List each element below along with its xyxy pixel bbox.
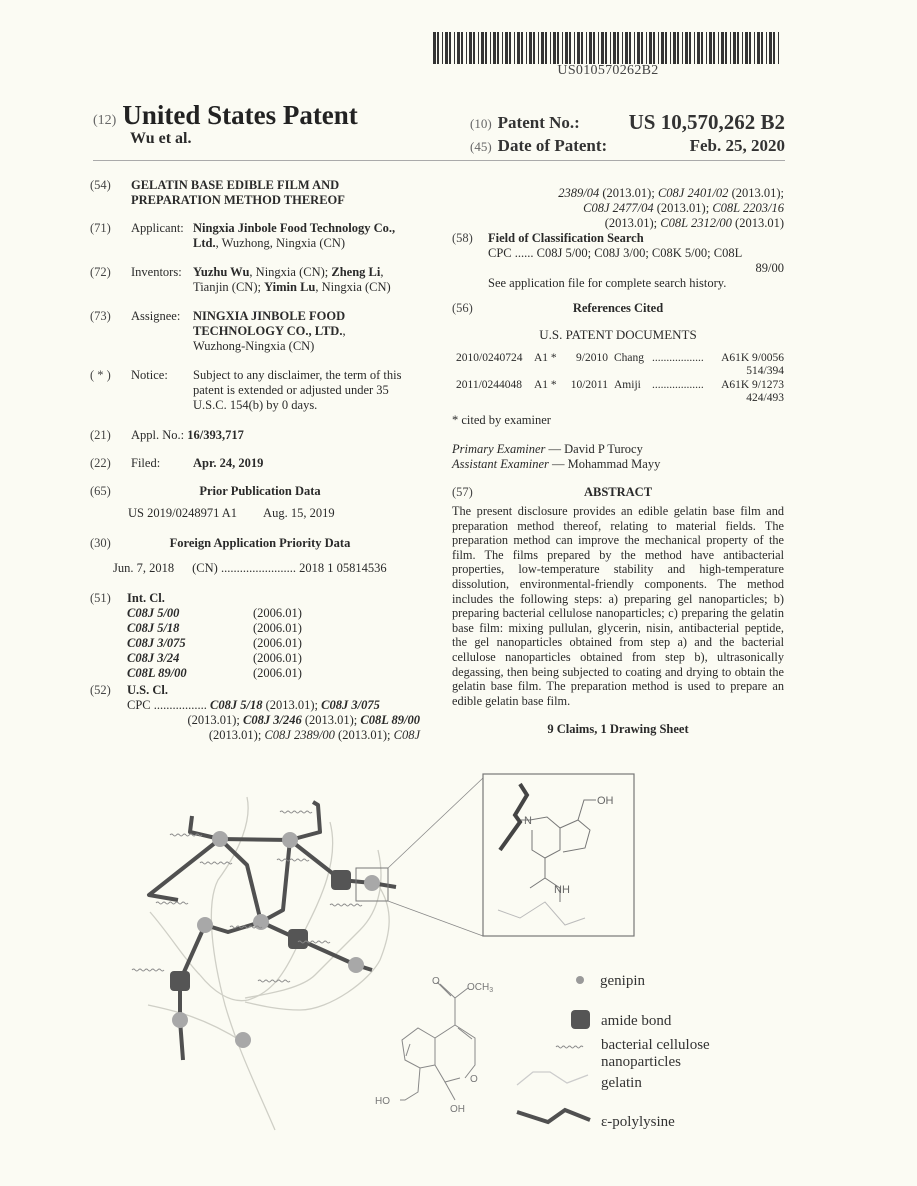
int-cl-row (127, 666, 430, 681)
cpc-version: (2013.01); (604, 216, 661, 230)
polylysine-chain (220, 802, 320, 840)
cpc-class: C08J 2477/04 (583, 201, 654, 215)
foreign-priority-date: Jun. 7, 2018 (113, 561, 175, 575)
barcode-bar (454, 32, 455, 64)
references-heading: References Cited (572, 301, 664, 315)
header-divider (93, 160, 785, 161)
genipin-node (364, 875, 380, 891)
barcode-bar (730, 32, 731, 64)
patent-number-label: Patent No.: (497, 113, 580, 132)
barcode-bar (502, 32, 503, 64)
cpc-version: (2013.01); (334, 728, 394, 742)
cpc-class: C08J 2401/02 (657, 186, 729, 200)
barcode-bar (646, 32, 647, 64)
assignee-label: Assignee: (131, 309, 181, 323)
barcode-bar (665, 32, 667, 64)
barcode-bar (569, 32, 571, 64)
legend-polylysine-icon (517, 1110, 590, 1122)
int-cl-class: C08J 5/00 (127, 606, 180, 620)
cpc-version: (2013.01); (262, 698, 322, 712)
barcode-bar (629, 32, 631, 64)
barcode-bar (490, 32, 491, 64)
barcode-bar (517, 32, 520, 64)
barcode-bar (461, 32, 463, 64)
barcode-bar (469, 32, 472, 64)
notice-text: Subject to any disclaimer, the term of this (193, 368, 402, 382)
field-search-text: 89/00 (755, 261, 784, 275)
barcode-bar (773, 32, 775, 64)
barcode-bar (617, 32, 619, 64)
cpc-version: (2013.01); (653, 201, 713, 215)
us-cl-heading: U.S. Cl. (127, 683, 168, 697)
code-notice: ( * ) (90, 368, 111, 382)
cpc-version: (2013.01); (301, 713, 361, 727)
barcode-bar (466, 32, 467, 64)
code-45: (45) (470, 139, 492, 154)
cpc-label: CPC (127, 698, 151, 712)
inset-nh-label: NH (554, 884, 570, 896)
genipin-oh-label: OH (450, 1104, 465, 1115)
code-51: (51) (90, 591, 111, 605)
int-cl-class: C08J 3/075 (127, 636, 186, 650)
leader-dots: .................. (652, 352, 704, 364)
field-search-note: See application file for complete search history. (488, 276, 727, 290)
code-73: (73) (90, 309, 111, 323)
barcode-bar (505, 32, 508, 64)
barcode-bar (709, 32, 712, 64)
bacterial-cellulose-mark (200, 862, 232, 864)
int-cl-version: (2006.01) (253, 636, 302, 650)
barcode-bar (778, 32, 779, 64)
prior-publication-heading: Prior Publication Data (199, 484, 321, 498)
assignee-name: NINGXIA JINBOLE FOOD (193, 309, 346, 323)
application-number-section (90, 428, 430, 443)
cpc-continuation (452, 186, 784, 231)
leader-dots: .................. (652, 379, 704, 391)
code-57: (57) (452, 485, 473, 499)
barcode-bar (742, 32, 743, 64)
cpc-class: C08L 2312/00 (660, 216, 732, 230)
examiners-section (452, 442, 784, 472)
barcode-bar (553, 32, 556, 64)
legend-bc-label: bacterial cellulose (601, 1037, 710, 1053)
barcode-bar (757, 32, 760, 64)
code-72: (72) (90, 265, 111, 279)
authors: Wu et al. (130, 130, 192, 147)
barcode-bar (749, 32, 751, 64)
barcode-bar (658, 32, 659, 64)
figure-drawing (0, 760, 917, 1180)
genipin-structure (400, 982, 475, 1100)
barcode-bar (577, 32, 580, 64)
barcode-bar (565, 32, 568, 64)
prior-publication-section (90, 484, 430, 521)
reference-kind: A1 * (534, 352, 557, 364)
reference-name: Amiji (614, 379, 641, 391)
barcode-bar (718, 32, 719, 64)
genipin-ho-label: HO (375, 1096, 390, 1107)
filed-label: Filed: (131, 456, 161, 470)
reference-number: 2011/0244048 (456, 379, 523, 391)
patent-number-row (470, 110, 785, 134)
inventors-label: Inventors: (131, 265, 182, 279)
document-type (93, 100, 358, 131)
barcode-bar (433, 32, 436, 64)
polylysine-chain (220, 839, 261, 922)
barcode-bar (769, 32, 772, 64)
applicant-name: Ningxia Jinbole Food Technology Co., (193, 221, 396, 235)
barcode-bar (541, 32, 544, 64)
code-54: (54) (90, 178, 111, 192)
barcode-bar (509, 32, 511, 64)
barcode-bar (641, 32, 643, 64)
zoom-line (388, 778, 483, 868)
barcode-bar (485, 32, 487, 64)
assignee-section (90, 309, 430, 354)
barcode-bar (581, 32, 583, 64)
legend-amide-label: amide bond (601, 1013, 672, 1029)
genipin-node (212, 831, 228, 847)
code-10: (10) (470, 116, 492, 131)
cpc-class: C08L 2203/16 (712, 201, 784, 215)
code-21: (21) (90, 428, 111, 442)
bacterial-cellulose-mark (277, 859, 309, 861)
barcode-bar (538, 32, 539, 64)
prior-publication-number: US 2019/0248971 A1 (128, 506, 238, 520)
legend-genipin-label: genipin (600, 973, 645, 989)
patent-date: Feb. 25, 2020 (689, 136, 785, 155)
barcode-bar (521, 32, 523, 64)
barcode-bar (721, 32, 724, 64)
reference-date: 9/2010 (576, 352, 608, 364)
barcode-bar (670, 32, 671, 64)
notice-section (90, 368, 430, 413)
inventor-name: Yimin Lu (264, 280, 316, 294)
barcode-bar (637, 32, 640, 64)
reference-name: Chang (614, 352, 645, 364)
barcode-bar (442, 32, 443, 64)
polylysine-chain (149, 839, 220, 900)
int-cl-class: C08J 3/24 (127, 651, 180, 665)
abstract-heading: ABSTRACT (583, 485, 653, 499)
barcode-bar (697, 32, 700, 64)
int-cl-row (127, 621, 430, 636)
legend-bc-icon (556, 1046, 583, 1048)
barcode-bar (754, 32, 755, 64)
barcode-bar (610, 32, 611, 64)
code-65: (65) (90, 484, 111, 498)
barcode-bar (437, 32, 439, 64)
assistant-examiner-label: Assistant Examiner (452, 457, 549, 471)
cpc-version: (2013.01); (599, 186, 658, 200)
genipin-node (172, 1012, 188, 1028)
assignee-name: TECHNOLOGY CO., LTD. (193, 324, 343, 338)
notice-text: U.S.C. 154(b) by 0 days. (193, 398, 318, 412)
reference-kind: A1 * (534, 379, 557, 391)
cpc-class: C08J 3/246 (243, 713, 302, 727)
int-cl-version: (2006.01) (253, 666, 302, 680)
appl-no-label: Appl. No.: (131, 428, 185, 442)
barcode-bar (457, 32, 460, 64)
int-cl-version: (2006.01) (253, 621, 302, 635)
barcode-bar (533, 32, 535, 64)
int-cl-row (127, 651, 430, 666)
polylysine-chain (180, 922, 261, 981)
reference-class: A61K 9/0056 (721, 352, 784, 364)
code-58: (58) (452, 231, 473, 245)
int-cl-row (127, 606, 430, 621)
barcode-bar (713, 32, 715, 64)
barcode-bar (766, 32, 767, 64)
genipin-node (235, 1032, 251, 1048)
document-type-text: United States Patent (122, 100, 358, 130)
appl-no-value: 16/393,717 (187, 428, 244, 442)
inventor-location: , Ningxia (CN); (249, 265, 332, 279)
barcode (433, 32, 783, 64)
legend-polylysine-label: ε-polylysine (601, 1114, 675, 1130)
assignee-comma: , (342, 324, 346, 338)
barcode-bar (526, 32, 527, 64)
genipin-node (348, 957, 364, 973)
barcode-bar (545, 32, 547, 64)
foreign-priority-country: (CN) (192, 561, 218, 575)
amide-bond-node (331, 870, 351, 890)
cpc-class: C08J 2389/00 (264, 728, 335, 742)
legend-gelatin-label: gelatin (601, 1075, 642, 1091)
barcode-bar (557, 32, 559, 64)
barcode-bar (694, 32, 695, 64)
barcode-bar (601, 32, 604, 64)
barcode-bar (706, 32, 707, 64)
filed-date: Apr. 24, 2019 (193, 456, 264, 470)
bacterial-cellulose-mark (156, 902, 188, 904)
inventor-name: Yuzhu Wu (193, 265, 250, 279)
barcode-bar (625, 32, 628, 64)
legend (517, 973, 710, 1130)
code-71: (71) (90, 221, 111, 235)
barcode-bar (737, 32, 739, 64)
barcode-bar (574, 32, 575, 64)
gelatin-strand (200, 822, 333, 1001)
field-search-heading: Field of Classification Search (488, 231, 644, 245)
field-search-section (452, 231, 784, 291)
cpc-class: C08J 3/075 (321, 698, 380, 712)
reference-us-class: 424/493 (746, 392, 784, 404)
inventors-section (90, 265, 430, 295)
polylysine-chain (261, 840, 290, 922)
barcode-bar (589, 32, 592, 64)
cpc-class: C08L 89/00 (360, 713, 420, 727)
barcode-bar (593, 32, 595, 64)
barcode-bar (497, 32, 499, 64)
cited-footnote: * cited by examiner (452, 413, 551, 427)
cpc-class: C08J (393, 728, 420, 742)
inventor-location: , (380, 265, 384, 279)
us-cl-section (90, 683, 430, 743)
zoom-line (388, 901, 483, 936)
patent-date-row (470, 136, 785, 156)
applicant-name-suffix: Ltd. (193, 236, 216, 250)
bacterial-cellulose-mark (330, 904, 362, 906)
invention-title-line: PREPARATION METHOD THEREOF (131, 193, 345, 207)
reference-row (452, 352, 784, 379)
notice-text: patent is extended or adjusted under 35 (193, 383, 389, 397)
barcode-bar (634, 32, 635, 64)
bacterial-cellulose-mark (280, 811, 312, 813)
barcode-bar (733, 32, 736, 64)
barcode-bar (562, 32, 563, 64)
int-cl-section (90, 591, 430, 681)
barcode-bar (550, 32, 551, 64)
int-cl-version: (2006.01) (253, 651, 302, 665)
barcode-bar (653, 32, 655, 64)
cpc-version: (2013.01); (728, 186, 784, 200)
amide-bond-node (170, 971, 190, 991)
gelatin-strand (150, 912, 200, 975)
legend-gelatin-icon (517, 1072, 588, 1085)
inventor-location: Tianjin (CN); (193, 280, 265, 294)
patent-number: US 10,570,262 B2 (628, 110, 785, 134)
applicant-label: Applicant: (131, 221, 184, 235)
foreign-priority-heading: Foreign Application Priority Data (169, 536, 351, 550)
reference-us-class: 514/394 (746, 365, 784, 377)
prior-publication-date: Aug. 15, 2019 (263, 506, 335, 520)
legend-amide-icon (571, 1010, 590, 1029)
barcode-bar (449, 32, 451, 64)
code-30: (30) (90, 536, 111, 550)
invention-title-line: GELATIN BASE EDIBLE FILM AND (131, 178, 340, 192)
int-cl-version: (2006.01) (253, 606, 302, 620)
genipin-node (197, 917, 213, 933)
barcode-bar (514, 32, 515, 64)
barcode-bar (725, 32, 727, 64)
reference-date: 10/2011 (570, 379, 608, 391)
primary-examiner-label: Primary Examiner (452, 442, 546, 456)
assignee-location: Wuzhong-Ningxia (CN) (193, 339, 315, 353)
genipin-och3-label: $OCH_3$ (467, 982, 494, 994)
foreign-priority-number: 2018 1 05814536 (299, 561, 387, 575)
barcode-bar (586, 32, 587, 64)
applicant-location: , Wuzhong, Ningxia (CN) (215, 236, 346, 250)
claims-summary: 9 Claims, 1 Drawing Sheet (547, 722, 689, 737)
reference-row (452, 379, 784, 406)
code-22: (22) (90, 456, 111, 470)
inset-oh-label: OH (597, 795, 614, 807)
leader-dots: ................. (153, 698, 207, 712)
legend-bc-label-2: nanoparticles (601, 1054, 681, 1070)
patent-date-label: Date of Patent: (497, 136, 608, 155)
barcode-bar (689, 32, 691, 64)
barcode-bar (605, 32, 607, 64)
barcode-bar (478, 32, 479, 64)
barcode-bar (677, 32, 679, 64)
barcode-bar (649, 32, 652, 64)
code-12: (12) (93, 113, 117, 128)
barcode-bar (701, 32, 703, 64)
barcode-bar (661, 32, 664, 64)
applicant-section (90, 221, 430, 251)
foreign-priority-section (90, 536, 430, 576)
barcode-bar (598, 32, 599, 64)
references-section (452, 301, 784, 428)
barcode-bar (673, 32, 676, 64)
abstract-section (452, 485, 784, 737)
genipin-node (282, 832, 298, 848)
barcode-bar (682, 32, 683, 64)
int-cl-class: C08L 89/00 (127, 666, 187, 680)
legend-genipin-icon (576, 976, 584, 984)
cpc-class: 2389/04 (558, 186, 600, 200)
int-cl-heading: Int. Cl. (127, 591, 165, 605)
inventor-name: Zheng Li (331, 265, 381, 279)
field-search-text: CPC ...... C08J 5/00; C08J 3/00; C08K 5/00; C08L (488, 246, 743, 260)
inventor-location: , Ningxia (CN) (315, 280, 391, 294)
barcode-bar (473, 32, 475, 64)
barcode-bar (761, 32, 763, 64)
abstract-text: The present disclosure provides an edible gelatin base film and preparation method thereof, relating to material fields. The preparation method can improve the mechanical property of the film. The films prepared by the method have antibacterial properties, low-temperature stability and high-temperature dissolution, environmental-friendly components. The method includes the following steps: a) preparing gel nanoparticles; b) preparing bacterial cellulose nanoparticles; c) preparing the gelatin base film: mixing pullulan, glycerin, nisin, antibacterial peptide, the gel nanoparticles obtained from step a) and the bacterial cellulose nanoparticles obtained from step b), ultrasonically degassing, then being subjected to coating and drying to obtain the gelatin base film. The preparation method is used to prepare an edible gelatin base film. (452, 504, 784, 708)
references-subheading: U.S. PATENT DOCUMENTS (539, 327, 697, 342)
barcode-bar (529, 32, 532, 64)
int-cl-row (127, 636, 430, 651)
cpc-version: (2013.01); (208, 728, 265, 742)
cpc-version: (2013.01); (187, 713, 244, 727)
barcode-number: US010570262B2 (557, 63, 659, 78)
inset-n-label: N (524, 815, 532, 827)
assistant-examiner: — Mohammad Mayy (548, 457, 661, 471)
primary-examiner: — David P Turocy (545, 442, 643, 456)
genipin-o-label: O (432, 976, 440, 987)
reference-class: A61K 9/1273 (721, 379, 784, 391)
genipin-ring-o-label: O (470, 1074, 478, 1085)
cpc-version: (2013.01) (731, 216, 784, 230)
barcode-bar (745, 32, 748, 64)
gelatin-strand (148, 1005, 243, 1042)
bacterial-cellulose-mark (258, 980, 290, 982)
bacterial-cellulose-mark (132, 969, 164, 971)
barcode-bar (445, 32, 448, 64)
inset-molecule (498, 784, 596, 925)
leader-dots: ........................ (220, 561, 296, 575)
int-cl-class: C08J 5/18 (127, 621, 180, 635)
title-section (90, 178, 430, 208)
barcode-bar (622, 32, 623, 64)
reference-number: 2010/0240724 (456, 352, 523, 364)
amide-bond-node (288, 929, 308, 949)
code-52: (52) (90, 683, 111, 697)
barcode-bar (685, 32, 688, 64)
cpc-class: C08J 5/18 (210, 698, 263, 712)
barcode-bar (481, 32, 484, 64)
barcode-bar (613, 32, 616, 64)
barcode-bar (493, 32, 496, 64)
notice-label: Notice: (131, 368, 168, 382)
code-56: (56) (452, 301, 473, 315)
